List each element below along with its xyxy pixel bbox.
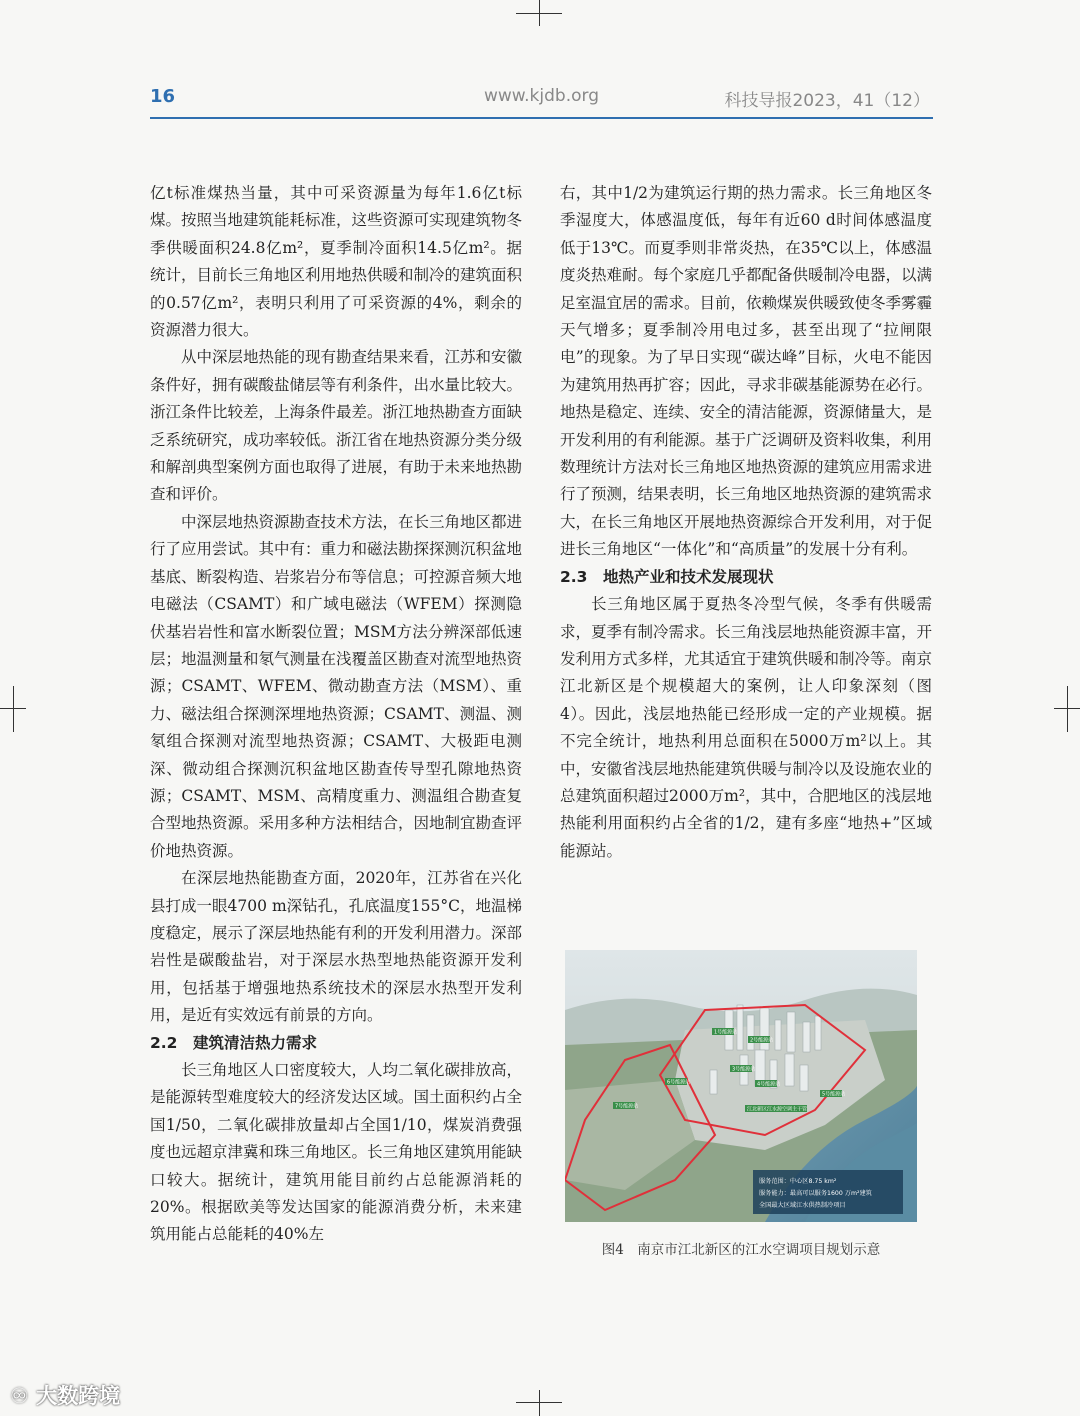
station-label-7: 7号能源站 [615,1103,639,1110]
paragraph: 从中深层地热能的现有勘查结果来看，江苏和安徽条件好，拥有碳酸盐储层等有利条件，出水量比较大。浙江条件比较差，上海条件最差。浙江地热勘查方面缺乏系统研究，成功率较低。浙江省在地热资源分类分级和解剖典型案例方面也取得了进展，有助于未来地热勘查和评价。 [150,348,523,504]
left-column [150,180,522,1249]
watermark-text: 大数跨境 [36,1384,121,1408]
page-number: 16 [150,86,176,107]
paragraph: 在深层地热能勘查方面，2020年，江苏省在兴化县打成一眼4700 m深钻孔，孔底温度155°C，地温梯度稳定，展示了深层地热能有利的开发利用潜力。深部岩性是碳酸盐岩，对于深层水热型地热能资源开发利用，包括基于增强地热系统技术的深层水热型开发利用，是近有实效远有前景的方向。 [150,869,523,1025]
station-label-5: 5号能源站 [822,1091,846,1098]
paragraph: 长三角地区人口密度较大，人均二氧化碳排放高，是能源转型难度较大的经济发达区域。国土面积约占全国1/50，二氧化碳排放量却占全国1/10，煤炭消费强度也远超京津冀和珠三角地区。长三角地区建筑用能缺口较大。据统计，建筑用能目前约占总能源消耗的20%。根据欧美等发达国家的能源消费分析，未来建筑用能占总能耗的40%左 [150,1061,523,1244]
crop-mark-bottom-h [516,1402,562,1403]
crop-mark-left-v [13,686,14,732]
figure-4-image [565,950,917,1222]
crop-mark-right-v [1067,686,1068,732]
section-heading: 2.2 建筑清洁热力需求 [150,1033,317,1052]
station-label-1: 1号能源站 [714,1029,738,1036]
journal-issue: 科技导报2023，41（12） [724,91,930,111]
watermark [10,1380,120,1410]
right-column [560,180,932,865]
pipe-label: 江北新区江水源空调主干管 [747,1106,808,1113]
station-label-4: 4号能源站 [757,1081,781,1088]
paragraph: 中深层地热资源勘查技术方法，在长三角地区都进行了应用尝试。其中有：重力和磁法勘探探测沉积盆地基底、断裂构造、岩浆岩分布等信息；可控源音频大地电磁法（CSAMT）和广域电磁法（WFEM）探测隐伏基岩岩性和富水断裂位置；MSM方法分辨深部低速层；地温测量和氡气测量在浅覆盖区勘查对流型地热资源；CSAMT、WFEM、微动勘查方法（MSM）、重力、磁法组合探测深埋地热资源；CSAMT、测温、测氡组合探测对流型地热资源；CSAMT、大极距电测深、微动组合探测沉积盆地区勘查传导型孔隙地热资源；CSAMT、MSM、高精度重力、测温组合勘查复合型地热资源。采用多种方法相结合，因地制宜勘查评价地热资源。 [150,512,523,860]
station-label-3: 3号能源站 [732,1066,756,1073]
legend-line-2: 服务能力：最高可以服务1600 万m²建筑 [759,1190,872,1197]
header-rule [150,117,933,119]
legend-line-1: 服务范围：中心区8.75 km² [759,1178,837,1185]
station-label-2: 2号能源站 [750,1037,774,1044]
figure-4-caption: 图4 南京市江北新区的江水空调项目规划示意 [601,1242,881,1258]
paragraph: 亿t标准煤热当量，其中可采资源量为每年1.6亿t标煤。按照当地建筑能耗标准，这些资源可实现建筑物冬季供暖面积24.8亿m²，夏季制冷面积14.5亿m²。据统计，目前长三角地区利用地热供暖和制冷的建筑面积的0.57亿m²，表明只利用了可采资源的4%，剩余的资源潜力很大。 [150,184,523,340]
paragraph: 长三角地区属于夏热冬冷型气候，冬季有供暖需求，夏季有制冷需求。长三角浅层地热能资源丰富，开发利用方式多样，尤其适宜于建筑供暖和制冷等。南京江北新区是个规模超大的案例，让人印象深刻（图4）。因此，浅层地热能已经形成一定的产业规模。据不完全统计，地热利用总面积在5000万m²以上。其中，安徽省浅层地热能建筑供暖与制冷以及设施农业的总建筑面积超过2000万m²，其中，合肥地区的浅层地热能利用面积约占全省的1/2，建有多座“地热+”区域能源站。 [560,595,933,860]
paragraph: 右，其中1/2为建筑运行期的热力需求。长三角地区冬季湿度大，体感温度低，每年有近60 d时间体感温度低于13℃。而夏季则非常炎热，在35℃以上，体感温度炎热难耐。每个家庭几乎都配备供暖制冷电器，以满足室温宜居的需求。目前，依赖煤炭供暖致使冬季雾霾天气增多；夏季制冷用电过多，甚至出现了“拉闸限电”的现象。为了早日实现“碳达峰”目标，火电不能因为建筑用热再扩容；因此，寻求非碳基能源势在必行。地热是稳定、连续、安全的清洁能源，资源储量大，是开发利用的有利能源。基于广泛调研及资料收集，利用数理统计方法对长三角地区地热资源的建筑应用需求进行了预测，结果表明，长三角地区地热资源的建筑需求大，在长三角地区开展地热资源综合开发利用，对于促进长三角地区“一体化”和“高质量”的发展十分有利。 [560,184,933,559]
journal-url: www.kjdb.org [484,86,599,106]
crop-mark-top-h [516,13,562,14]
legend-line-3: 全国最大区域江水供热制冷项目 [759,1202,846,1209]
station-label-6: 6号能源站 [667,1079,691,1086]
watermark-icon: ♾ [10,1384,37,1408]
crop-mark-bottom-v [539,1390,540,1416]
section-heading: 2.3 地热产业和技术发展现状 [560,567,774,586]
